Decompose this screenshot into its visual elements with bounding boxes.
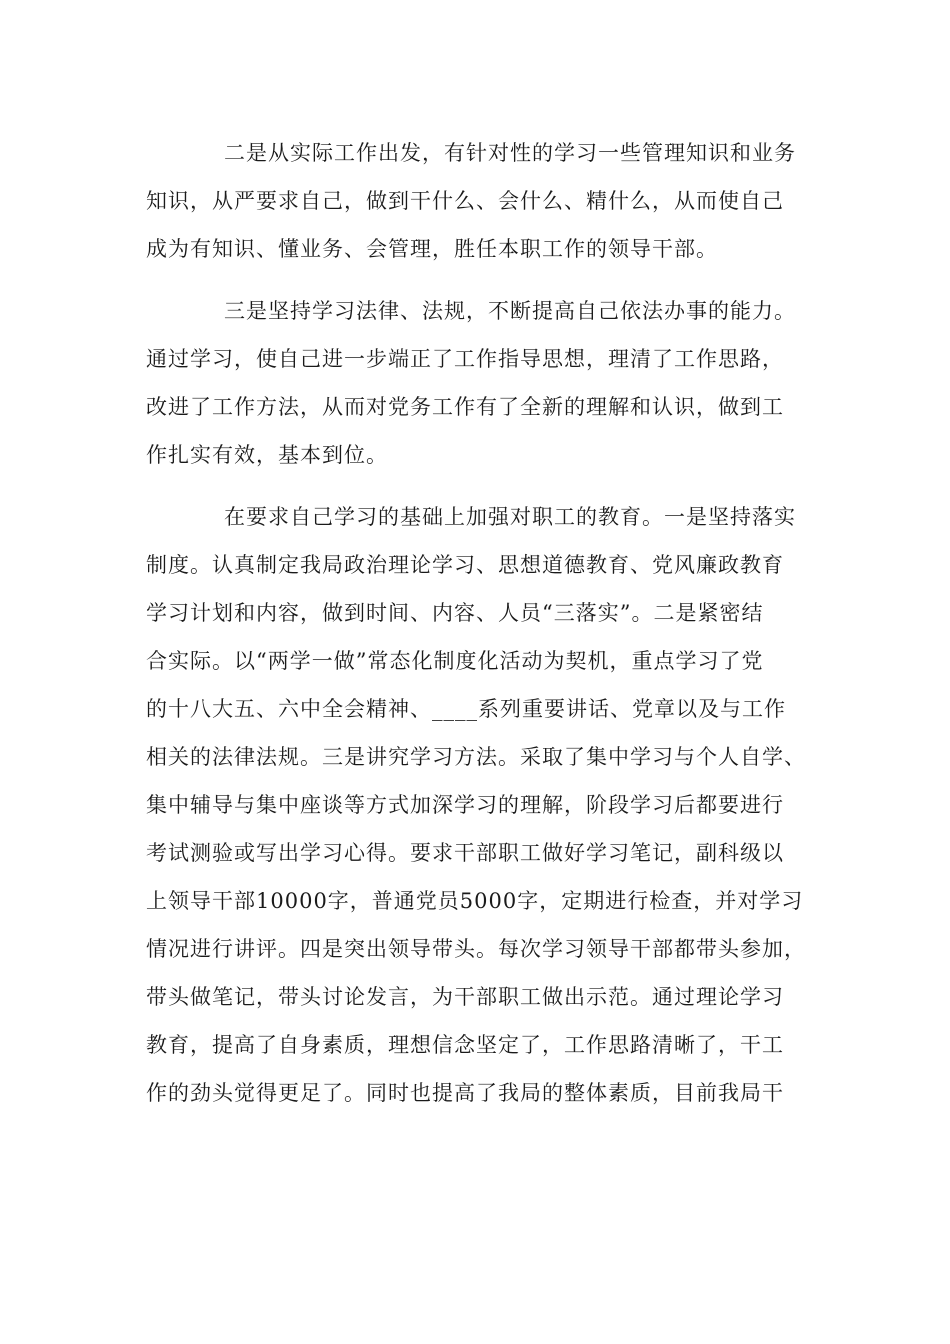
paragraph-3-line-4: 合实际。以“两学一做”常态化制度化活动为契机，重点学习了党	[146, 649, 764, 673]
paragraph-3-line-3: 学习计划和内容，做到时间、内容、人员“三落实”。二是紧密结	[146, 601, 764, 625]
paragraph-3-line-2: 制度。认真制定我局政治理论学习、思想道德教育、党风廉政教育	[146, 553, 784, 577]
paragraph-2-line-3: 改进了工作方法，从而对党务工作有了全新的理解和认识，做到工	[146, 395, 784, 419]
paragraph-1-line-1: 二是从实际工作出发，有针对性的学习一些管理知识和业务	[224, 141, 796, 165]
paragraph-3-line-6: 相关的法律法规。三是讲究学习方法。采取了集中学习与个人自学、	[146, 745, 806, 769]
paragraph-3-line-10: 情况进行讲评。四是突出领导带头。每次学习领导干部都带头参加，	[146, 937, 806, 961]
paragraph-2-line-1: 三是坚持学习法律、法规，不断提高自己依法办事的能力。	[224, 299, 796, 323]
paragraph-2-line-4: 作扎实有效，基本到位。	[146, 443, 388, 467]
paragraph-1-line-3: 成为有知识、懂业务、会管理，胜任本职工作的领导干部。	[146, 237, 718, 261]
paragraph-1-line-2: 知识，从严要求自己，做到干什么、会什么、精什么，从而使自己	[146, 189, 784, 213]
paragraph-3-line-12: 教育，提高了自身素质，理想信念坚定了，工作思路清晰了，干工	[146, 1033, 784, 1057]
paragraph-3-line-8: 考试测验或写出学习心得。要求干部职工做好学习笔记，副科级以	[146, 841, 784, 865]
paragraph-3-line-13: 作的劲头觉得更足了。同时也提高了我局的整体素质，目前我局干	[146, 1081, 784, 1105]
paragraph-3-line-9: 上领导干部10000字，普通党员5000字，定期进行检查，并对学习	[146, 889, 804, 913]
paragraph-3-line-5: 的十八大五、六中全会精神、____系列重要讲话、党章以及与工作	[146, 697, 786, 721]
paragraph-3-line-7: 集中辅导与集中座谈等方式加深学习的理解，阶段学习后都要进行	[146, 793, 784, 817]
paragraph-3-line-1: 在要求自己学习的基础上加强对职工的教育。一是坚持落实	[224, 505, 796, 529]
paragraph-3-line-11: 带头做笔记，带头讨论发言，为干部职工做出示范。通过理论学习	[146, 985, 784, 1009]
paragraph-2-line-2: 通过学习，使自己进一步端正了工作指导思想，理清了工作思路，	[146, 347, 784, 371]
